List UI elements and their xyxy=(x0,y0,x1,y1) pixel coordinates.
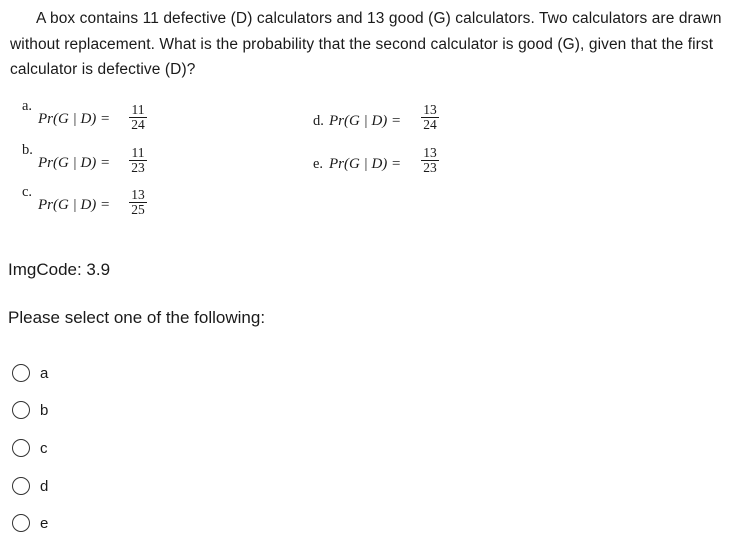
choice-expression: Pr(G | D) = xyxy=(329,156,402,172)
option-e[interactable] xyxy=(12,511,48,535)
option-label: b xyxy=(40,401,49,419)
choice-letter: b. xyxy=(22,142,33,158)
option-label: e xyxy=(40,514,49,532)
choice-c xyxy=(22,184,162,222)
choice-fraction xyxy=(129,103,147,131)
fraction-numerator: 13 xyxy=(423,102,437,117)
fraction-denominator: 24 xyxy=(423,117,437,132)
fraction-numerator: 13 xyxy=(131,187,145,202)
option-label: a xyxy=(40,364,49,382)
fraction-denominator: 23 xyxy=(131,160,145,175)
radio-button-d[interactable] xyxy=(12,477,30,495)
fraction-denominator: 25 xyxy=(131,202,145,217)
radio-button-b[interactable] xyxy=(12,401,30,419)
choice-letter: e. xyxy=(313,156,324,172)
choice-letter: a. xyxy=(22,98,33,114)
choice-fraction xyxy=(129,146,147,174)
choice-a xyxy=(22,98,162,136)
choice-fraction xyxy=(129,188,147,216)
fraction-numerator: 13 xyxy=(423,145,437,160)
option-label: c xyxy=(40,439,48,457)
fraction-numerator: 11 xyxy=(131,102,145,117)
choice-fraction xyxy=(421,146,439,174)
choice-fraction xyxy=(421,103,439,131)
img-code: ImgCode: 3.9 xyxy=(8,260,111,279)
question-text: A box contains 11 defective (D) calculators and 13 good (G) calculators. Two calculators are drawn without replacement. What is the probability that the second calculator is good (G), given that the first calculator is defective (D)? xyxy=(10,10,722,78)
selection-prompt: Please select one of the following: xyxy=(8,308,266,327)
option-c[interactable] xyxy=(12,436,48,460)
option-d[interactable] xyxy=(12,474,48,498)
fraction-denominator: 23 xyxy=(423,160,437,175)
option-label: d xyxy=(40,477,49,495)
choice-letter: d. xyxy=(313,113,324,129)
fraction-denominator: 24 xyxy=(131,117,145,132)
choice-letter: c. xyxy=(22,184,33,200)
choice-expression: Pr(G | D) = xyxy=(38,155,111,171)
choice-b xyxy=(22,142,162,180)
option-a[interactable] xyxy=(12,361,48,385)
fraction-numerator: 11 xyxy=(131,145,145,160)
choice-d xyxy=(313,102,453,136)
radio-button-e[interactable] xyxy=(12,514,30,532)
radio-button-a[interactable] xyxy=(12,364,30,382)
option-b[interactable] xyxy=(12,398,48,422)
choice-expression: Pr(G | D) = xyxy=(329,113,402,129)
choice-expression: Pr(G | D) = xyxy=(38,197,111,213)
radio-button-c[interactable] xyxy=(12,439,30,457)
choice-expression: Pr(G | D) = xyxy=(38,111,111,127)
choice-e xyxy=(313,145,453,179)
